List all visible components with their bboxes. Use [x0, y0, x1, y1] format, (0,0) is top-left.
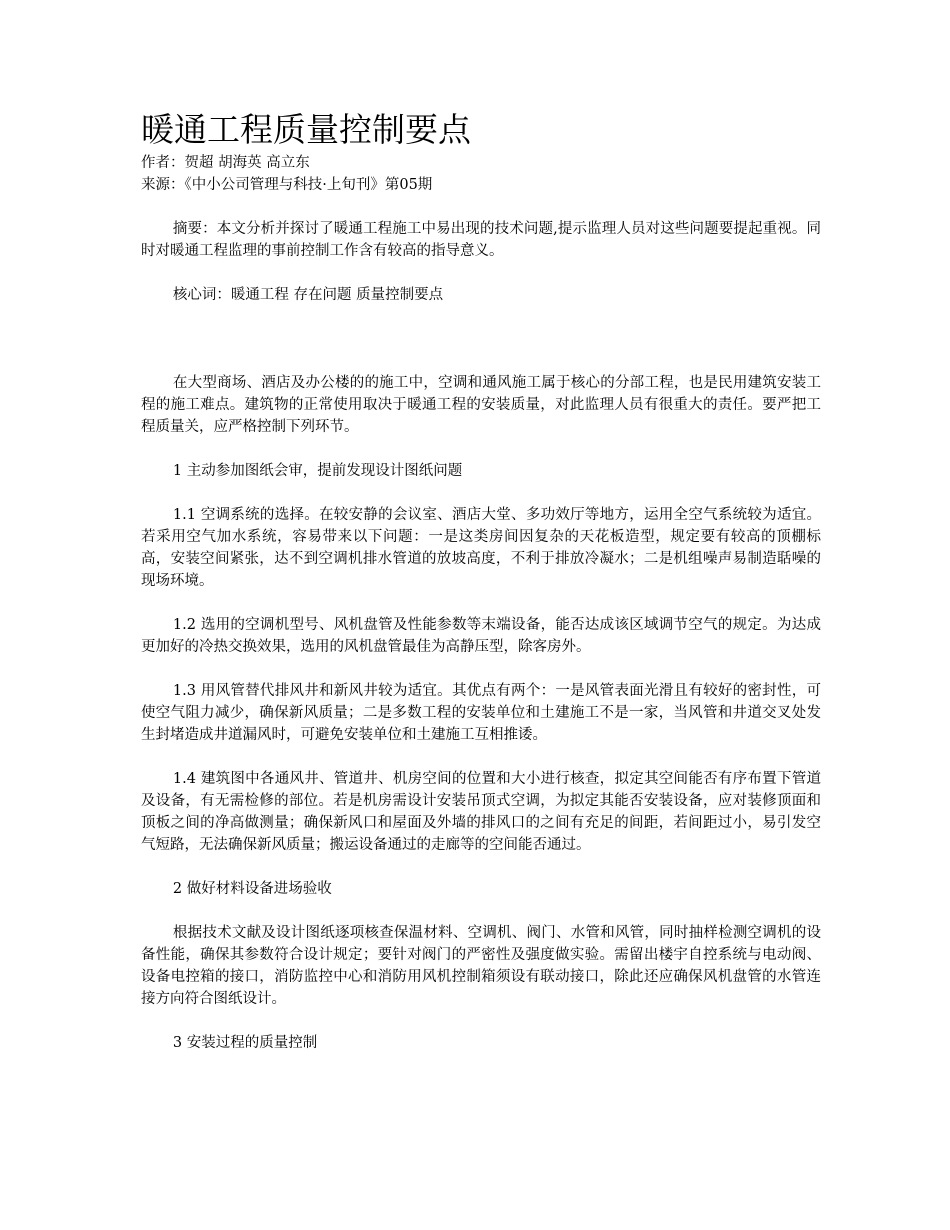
spacer [141, 746, 821, 768]
spacer [141, 438, 821, 460]
body-paragraph-1-1: 1.1 空调系统的选择。在较安静的会议室、酒店大堂、多功效厅等地方，运用全空气系统较为适宜。若采用空气加水系统，容易带来以下问题：一是这类房间因复杂的天花板造型，规定要有较高的顶棚标高，安装空间紧张，达不到空调机排水管道的放坡高度，不利于排放冷凝水；二是机组噪声易制造聒噪的现场环境。 [141, 507, 821, 589]
spacer [141, 482, 821, 504]
section-heading-1: 1 主动参加图纸会审，提前发现设计图纸问题 [172, 463, 463, 479]
document-page [141, 108, 821, 1054]
body-paragraph-1-4: 1.4 建筑图中各通风井、管道井、机房空间的位置和大小进行核查，拟定其空间能否有序布置下管道及设备，有无需检修的部位。若是机房需设计安装吊顶式空调，为拟定其能否安装设备，应对装修顶面和顶板之间的净高做测量；确保新风口和屋面及外墙的排风口的之间有充足的间距，若间距过小，易引发空气短路，无法确保新风质量；搬运设备通过的走廊等的空间能否通过。 [141, 771, 821, 853]
source-line: 来源：《中小公司管理与科技·上旬刊》第05期 [141, 177, 433, 193]
document-title: 暖通工程质量控制要点 [141, 110, 471, 149]
body-paragraph-1-2: 1.2 选用的空调机型号、风机盘管及性能参数等末端设备，能否达成该区域调节空气的规定。为达成更加好的冷热交换效果，选用的风机盘管最佳为高静压型，除客房外。 [141, 617, 821, 655]
section-heading-2: 2 做好材料设备进场验收 [172, 881, 332, 897]
spacer [141, 592, 821, 614]
body-paragraph-1-3: 1.3 用风管替代排风井和新风井较为适宜。其优点有两个：一是风管表面光滑且有较好的密封性，可使空气阻力减少，确保新风质量；二是多数工程的安装单位和土建施工不是一家，当风管和井道交叉处发生封堵造成井道漏风时，可避免安装单位和土建施工互相推诿。 [141, 683, 821, 743]
spacer [141, 196, 821, 218]
spacer [141, 658, 821, 680]
abstract-paragraph: 摘要：本文分析并探讨了暖通工程施工中易出现的技术问题,提示监理人员对这些问题要提起重视。同时对暖通工程监理的事前控制工作含有较高的指导意义。 [141, 221, 821, 259]
intro-paragraph: 在大型商场、酒店及办公楼的的施工中，空调和通风施工属于核心的分部工程，也是民用建筑安装工程的施工难点。建筑物的正常使用取决于暖通工程的安装质量，对此监理人员有很重大的责任。要严把工程质量关，应严格控制下列环节。 [141, 375, 821, 435]
keywords-paragraph: 核心词：暖通工程 存在问题 质量控制要点 [172, 287, 444, 303]
spacer [141, 1010, 821, 1032]
section-heading-3: 3 安装过程的质量控制 [172, 1035, 318, 1051]
spacer [141, 856, 821, 878]
spacer [141, 262, 821, 284]
spacer [141, 900, 821, 922]
spacer [141, 306, 821, 350]
body-paragraph-2: 根据技术文献及设计图纸逐项核查保温材料、空调机、阀门、水管和风管，同时抽样检测空调机的设备性能，确保其参数符合设计规定；要针对阀门的严密性及强度做实验。需留出楼宇自控系统与电动阀、设备电控箱的接口，消防监控中心和消防用风机控制箱须设有联动接口，除此还应确保风机盘管的水管连接方向符合图纸设计。 [141, 925, 821, 1007]
author-line: 作者：贺超 胡海英 高立东 [141, 155, 310, 171]
spacer [141, 350, 821, 372]
